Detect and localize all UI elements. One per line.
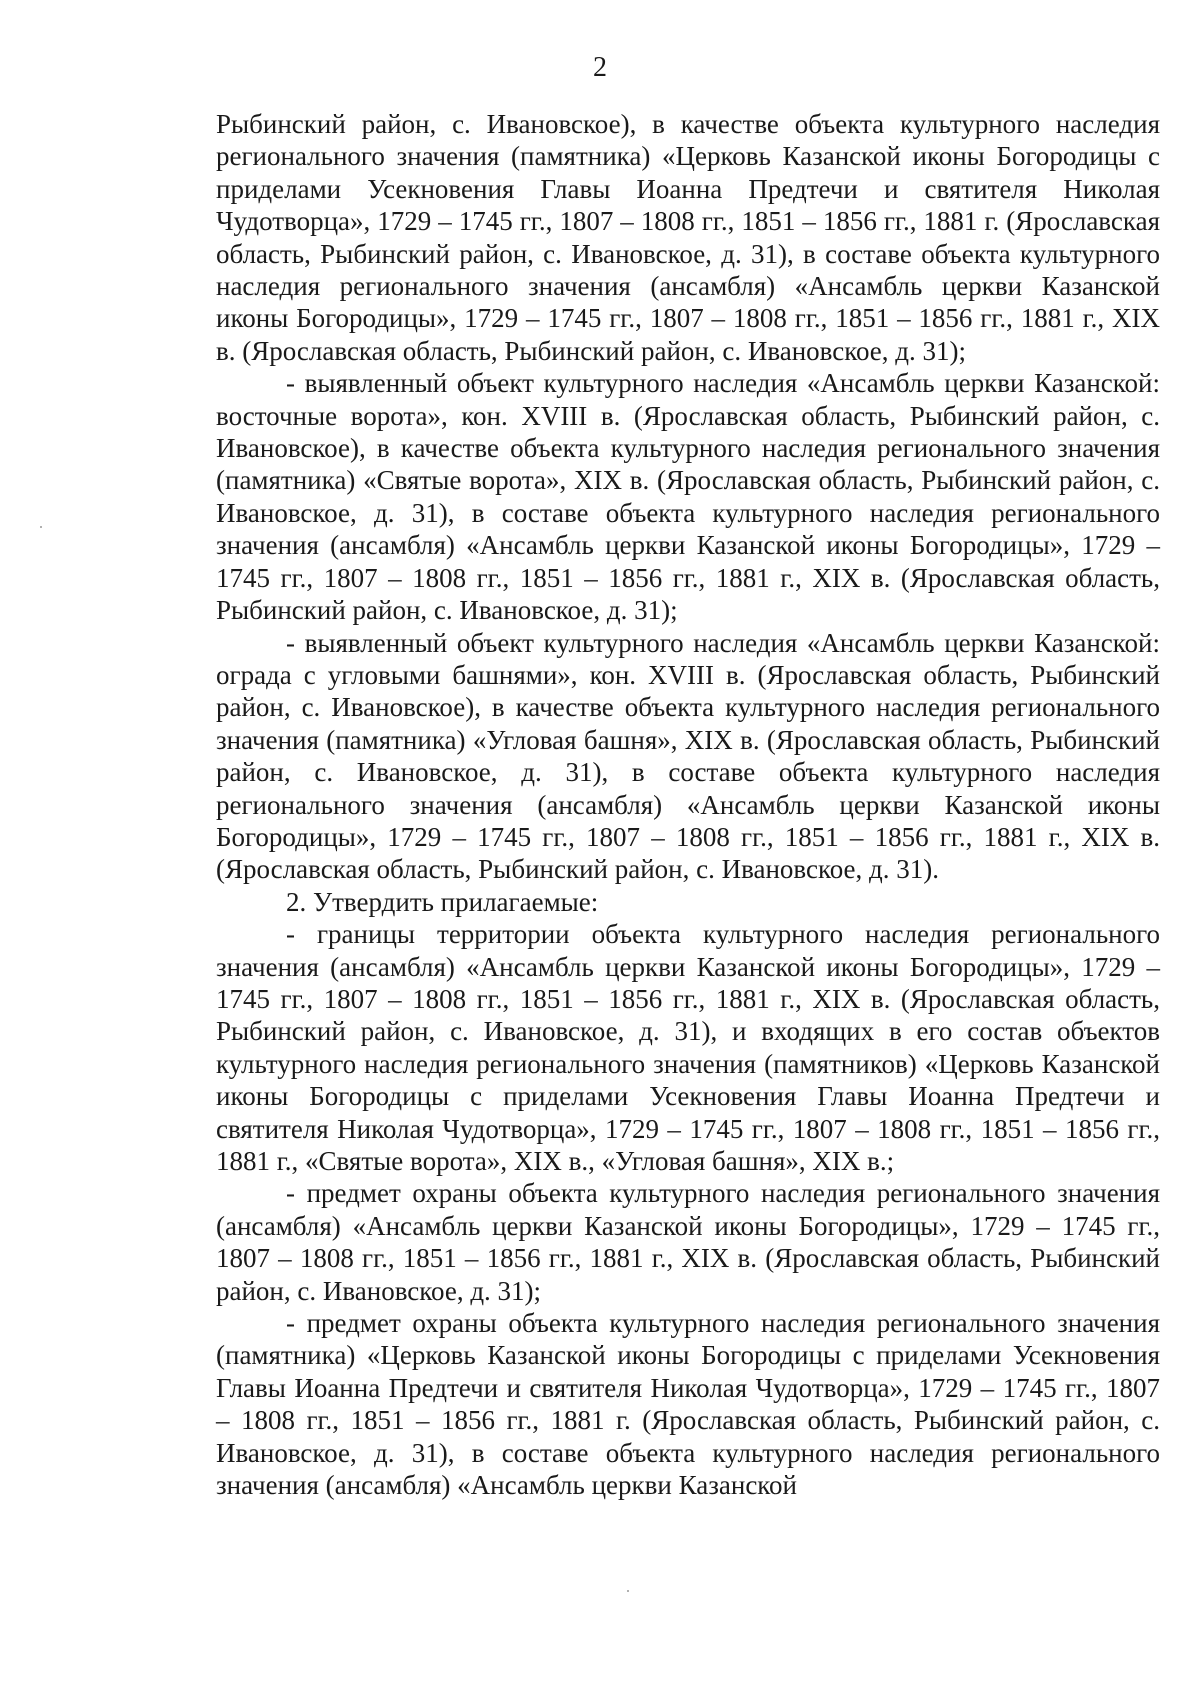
paragraph-protection-subject-church: - предмет охраны объекта культурного наследия регионального значения (памятника) «Церковь Казанской иконы Богородицы с приделами Усекновения Главы Иоанна Предтечи и святителя Николая Чудотворца», 1729 – 1745 гг., 1807 – 1808 гг., 1851 – 1856 гг., 1881 г. (Ярославская область, Рыбинский район, с. Ивановское, д. 31), в составе объекта культурного наследия регионального значения (ансамбля) «Ансамбль церкви Казанской	[216, 1308, 1160, 1501]
paragraph-approve-heading: 2. Утвердить прилагаемые:	[286, 886, 599, 917]
scan-speck	[627, 1590, 629, 1592]
scan-speck	[40, 526, 42, 528]
paragraph-territory-boundaries: - границы территории объекта культурного наследия регионального значения (ансамбля) «Ансамбль церкви Казанской иконы Богородицы», 1729 – 1745 гг., 1807 – 1808 гг., 1851 – 1856 гг., 1881 г., XIX в. (Ярославская область, Рыбинский район, с. Ивановское, д. 31), и входящих в его состав объектов культурного наследия регионального значения (памятников) «Церковь Казанской иконы Богородицы с приделами Усекновения Главы Иоанна Предтечи и святителя Николая Чудотворца», 1729 – 1745 гг., 1807 – 1808 гг., 1851 – 1856 гг., 1881 г., «Святые ворота», XIX в., «Угловая башня», XIX в.;	[216, 919, 1160, 1176]
paragraph-item-fence-towers: - выявленный объект культурного наследия «Ансамбль церкви Казанской: ограда с угловыми башнями», кон. XVIII в. (Ярославская область, Рыбинский район, с. Ивановское), в качестве объекта культурного наследия регионального значения (памятника) «Угловая башня», XIX в. (Ярославская область, Рыбинский район, с. Ивановское, д. 31), в составе объекта культурного наследия регионального значения (ансамбля) «Ансамбль церкви Казанской иконы Богородицы», 1729 – 1745 гг., 1807 – 1808 гг., 1851 – 1856 гг., 1881 г., XIX в. (Ярославская область, Рыбинский район, с. Ивановское, д. 31).	[216, 627, 1160, 885]
paragraph-item-eastern-gate: - выявленный объект культурного наследия «Ансамбль церкви Казанской: восточные ворота», кон. XVIII в. (Ярославская область, Рыбинский район, с. Ивановское), в качестве объекта культурного наследия регионального значения (памятника) «Святые ворота», XIX в. (Ярославская область, Рыбинский район, с. Ивановское, д. 31), в составе объекта культурного наследия регионального значения (ансамбля) «Ансамбль церкви Казанской иконы Богородицы», 1729 – 1745 гг., 1807 – 1808 гг., 1851 – 1856 гг., 1881 г., XIX в. (Ярославская область, Рыбинский район, с. Ивановское, д. 31);	[216, 368, 1160, 626]
paragraph-protection-subject-ensemble: - предмет охраны объекта культурного наследия регионального значения (ансамбля) «Ансамбль церкви Казанской иконы Богородицы», 1729 – 1745 гг., 1807 – 1808 гг., 1851 – 1856 гг., 1881 г., XIX в. (Ярославская область, Рыбинский район, с. Ивановское, д. 31);	[216, 1178, 1160, 1306]
page-number: 2	[593, 52, 607, 83]
paragraph-continuation: Рыбинский район, с. Ивановское), в качестве объекта культурного наследия регионального значения (памятника) «Церковь Казанской иконы Богородицы с приделами Усекновения Главы Иоанна Предтечи и святителя Николая Чудотворца», 1729 – 1745 гг., 1807 – 1808 гг., 1851 – 1856 гг., 1881 г. (Ярославская область, Рыбинский район, с. Ивановское, д. 31), в составе объекта культурного наследия регионального значения (ансамбля) «Ансамбль церкви Казанской иконы Богородицы», 1729 – 1745 гг., 1807 – 1808 гг., 1851 – 1856 гг., 1881 г., XIX в. (Ярославская область, Рыбинский район, с. Ивановское, д. 31);	[216, 109, 1160, 366]
document-body	[216, 108, 1160, 1501]
